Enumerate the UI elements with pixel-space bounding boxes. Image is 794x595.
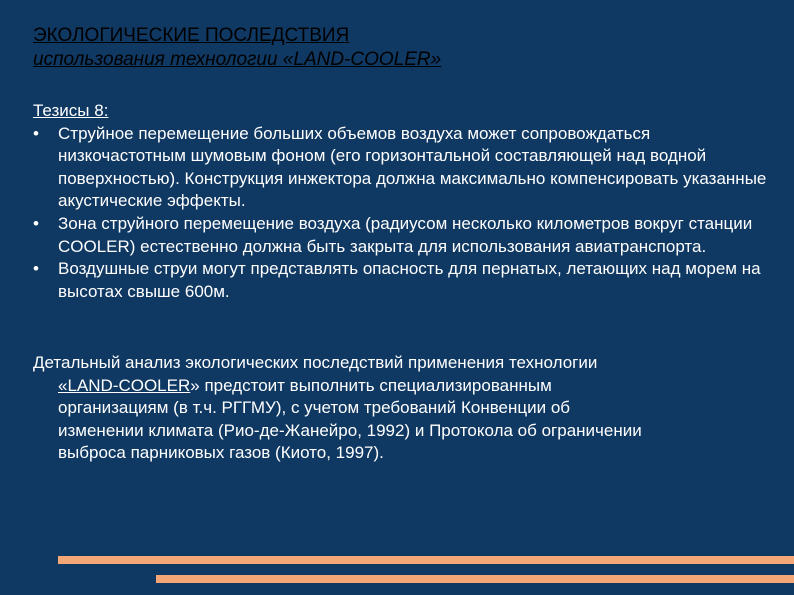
theses-heading: Тезисы 8: [33,101,109,120]
bullet-marker: • [33,259,39,279]
theses-list [33,123,773,304]
conclusion-line-5: выброса парниковых газов (Киото, 1997). [58,443,384,463]
conclusion-line-1: Детальный анализ экологических последствий применения технологии [33,353,598,372]
thesis-text: Зона струйного перемещение воздуха (радиусом несколько километров вокруг станции COOLER) естественно должна быть закрыта для использования авиатранспорта. [58,213,753,256]
title-line-2: использования технологии «LAND-COOLER» [33,49,442,70]
conclusion-line-3: организациям (в т.ч. РГГМУ), с учетом требований Конвенции об [58,398,571,418]
technology-name: «LAND-COOLER [58,375,191,395]
bullet-marker: • [33,123,39,143]
slide-title [33,24,441,72]
thesis-item-3 [33,258,773,303]
decorative-bar-lower [156,575,794,583]
conclusion-line-2-rest: » предстоит выполнить специализированным [190,375,552,395]
conclusion-line-2 [33,375,753,398]
thesis-item-2 [33,213,773,258]
conclusion-line-4: изменении климата (Рио-де-Жанейро, 1992) и Протокола об ограничении [58,420,642,440]
thesis-text: Струйное перемещение больших объемов воздуха может сопровождаться низкочастотным шумовым фоном (его горизонтальной составляющей над водной поверхностью). Конструкция инжектора должна максимально компенсировать указанные акустические эффекты. [58,123,767,211]
title-line-1: ЭКОЛОГИЧЕСКИЕ ПОСЛЕДСТВИЯ [33,25,350,46]
thesis-item-1 [33,123,773,213]
conclusion-paragraph [33,352,753,465]
bullet-marker: • [33,213,39,233]
theses-section [33,100,773,303]
decorative-bar-upper [58,556,794,564]
thesis-text: Воздушные струи могут представлять опасность для пернатых, летающих над морем на высотах свыше 600м. [58,259,761,301]
